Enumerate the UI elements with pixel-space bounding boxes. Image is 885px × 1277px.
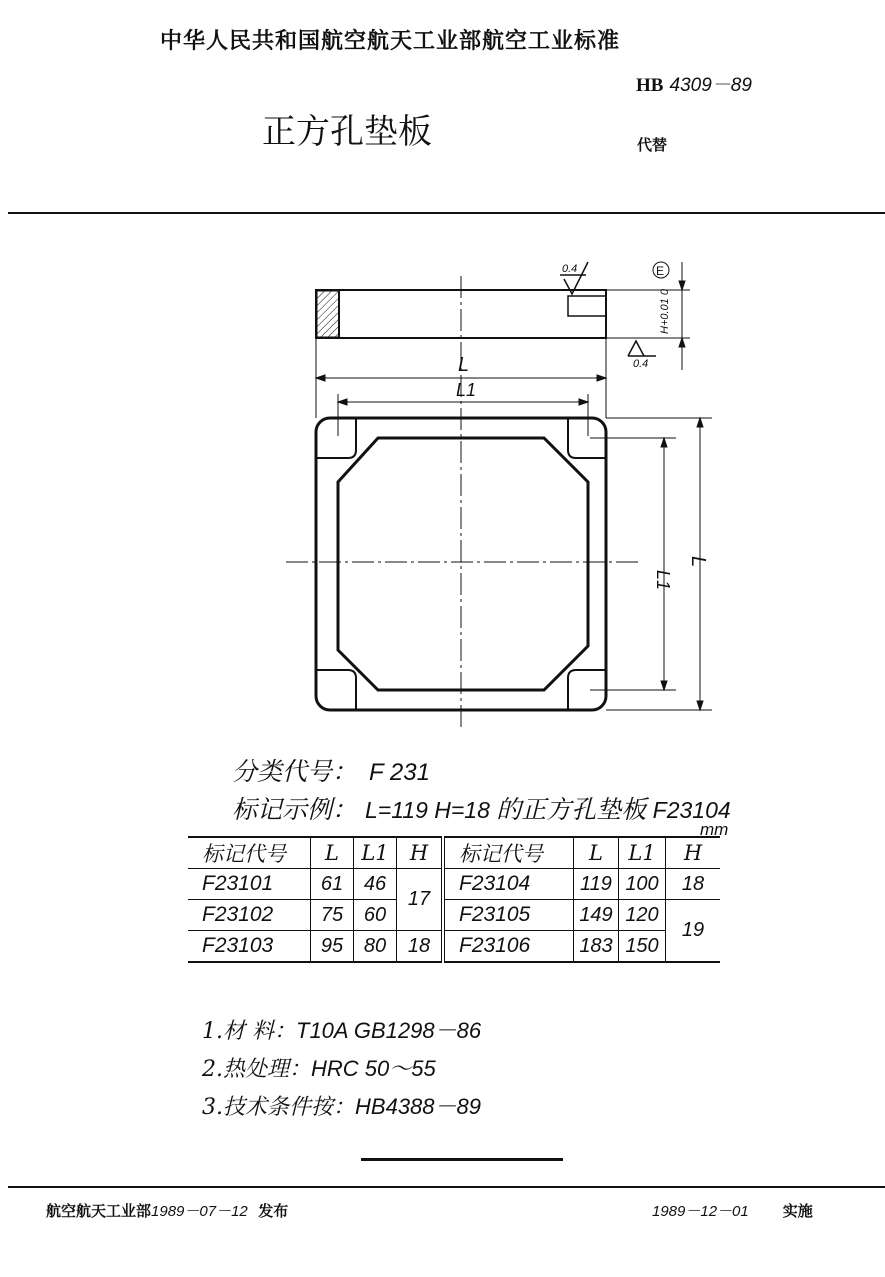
standard-org-heading: 中华人民共和国航空航天工业部航空工业标准 bbox=[160, 29, 621, 54]
note-label: 2.热处理 bbox=[202, 1057, 289, 1082]
table-row bbox=[188, 900, 720, 931]
replaces-label: 代替 bbox=[637, 136, 668, 154]
row-L1: 60 bbox=[354, 900, 397, 931]
roughness-side-value: 0.4 bbox=[633, 358, 649, 370]
row-L1: 100 bbox=[619, 869, 666, 900]
dim-L-side: L bbox=[687, 556, 709, 568]
row-H: 18 bbox=[666, 869, 721, 900]
note-sep: ： bbox=[273, 1019, 296, 1044]
dim-L-top: L bbox=[458, 354, 470, 376]
note-sep: ： bbox=[333, 1095, 356, 1120]
note-label: 3.技术条件按 bbox=[202, 1095, 333, 1120]
row-L: 75 bbox=[311, 900, 354, 931]
header-H: H bbox=[397, 837, 444, 869]
roughness-side-symbol bbox=[628, 341, 656, 356]
effective-label: 实施 bbox=[782, 1202, 813, 1220]
row-code: F23106 bbox=[443, 931, 574, 963]
row-L1: 46 bbox=[354, 869, 397, 900]
classification-value: F 231 bbox=[369, 759, 430, 786]
row-H: 19 bbox=[666, 900, 721, 963]
tolerance-symbol: E bbox=[656, 264, 665, 278]
table-row bbox=[188, 931, 720, 963]
row-L1: 150 bbox=[619, 931, 666, 963]
technical-notes bbox=[202, 1012, 481, 1126]
publish-label: 发布 bbox=[258, 1202, 289, 1220]
header-code: 标记代号 bbox=[443, 837, 574, 869]
header-L: L bbox=[311, 837, 354, 869]
row-code: F23104 bbox=[443, 869, 574, 900]
row-code: F23102 bbox=[188, 900, 311, 931]
table-header-row bbox=[188, 837, 720, 869]
note-item bbox=[202, 1088, 481, 1126]
row-L1: 120 bbox=[619, 900, 666, 931]
row-L: 61 bbox=[311, 869, 354, 900]
dim-L1-top: L1 bbox=[456, 380, 477, 400]
classification-label: 分类代号 bbox=[232, 757, 333, 786]
spec-table bbox=[188, 836, 720, 963]
publish-info bbox=[46, 1200, 288, 1221]
std-prefix: HB bbox=[636, 75, 664, 96]
header-code: 标记代号 bbox=[188, 837, 311, 869]
marking-label: 标记示例 bbox=[232, 795, 333, 824]
table-unit: mm bbox=[700, 820, 729, 839]
bottom-rule bbox=[8, 1186, 885, 1188]
marking-value: L=119 H=18 bbox=[364, 797, 497, 823]
thickness-dimension bbox=[606, 262, 690, 370]
header-L: L bbox=[574, 837, 619, 869]
document-title: 正方孔垫板 bbox=[262, 112, 432, 152]
row-L: 95 bbox=[311, 931, 354, 963]
marking-code: F23104 bbox=[646, 797, 731, 823]
note-item bbox=[202, 1012, 481, 1050]
effective-info bbox=[652, 1200, 813, 1221]
effective-date: 1989－12－01 bbox=[652, 1203, 749, 1220]
marking-desc: 的正方孔垫板 bbox=[496, 795, 647, 824]
row-H: 18 bbox=[397, 931, 444, 963]
table-row bbox=[188, 869, 720, 900]
colon: ： bbox=[332, 757, 358, 786]
note-value: T10A GB1298－86 bbox=[296, 1018, 482, 1043]
row-code: F23105 bbox=[443, 900, 574, 931]
note-label: 1.材 料 bbox=[202, 1019, 274, 1044]
row-L: 119 bbox=[574, 869, 619, 900]
row-H: 17 bbox=[397, 869, 444, 931]
note-item bbox=[202, 1050, 481, 1088]
note-sep: ： bbox=[289, 1057, 312, 1082]
classification-line bbox=[232, 752, 430, 788]
header-L1: L1 bbox=[354, 837, 397, 869]
marking-example-line bbox=[232, 790, 731, 826]
header-H: H bbox=[666, 837, 721, 869]
publish-date: 1989－07－12 bbox=[151, 1203, 248, 1220]
dim-L1-side: L1 bbox=[653, 570, 673, 591]
colon: ： bbox=[332, 795, 365, 824]
std-number-value: 4309－89 bbox=[669, 75, 752, 96]
note-value: HRC 50～55 bbox=[311, 1056, 436, 1081]
header-L1: L1 bbox=[619, 837, 666, 869]
roughness-top-value: 0.4 bbox=[562, 263, 578, 275]
row-L1: 80 bbox=[354, 931, 397, 963]
row-code: F23101 bbox=[188, 869, 311, 900]
publisher: 航空航天工业部 bbox=[46, 1202, 152, 1220]
note-value: HB4388－89 bbox=[355, 1094, 481, 1119]
row-code: F23103 bbox=[188, 931, 311, 963]
row-L: 183 bbox=[574, 931, 619, 963]
end-rule bbox=[361, 1158, 563, 1161]
thickness-tolerance: H+0.01 0 bbox=[659, 289, 671, 334]
row-L: 149 bbox=[574, 900, 619, 931]
